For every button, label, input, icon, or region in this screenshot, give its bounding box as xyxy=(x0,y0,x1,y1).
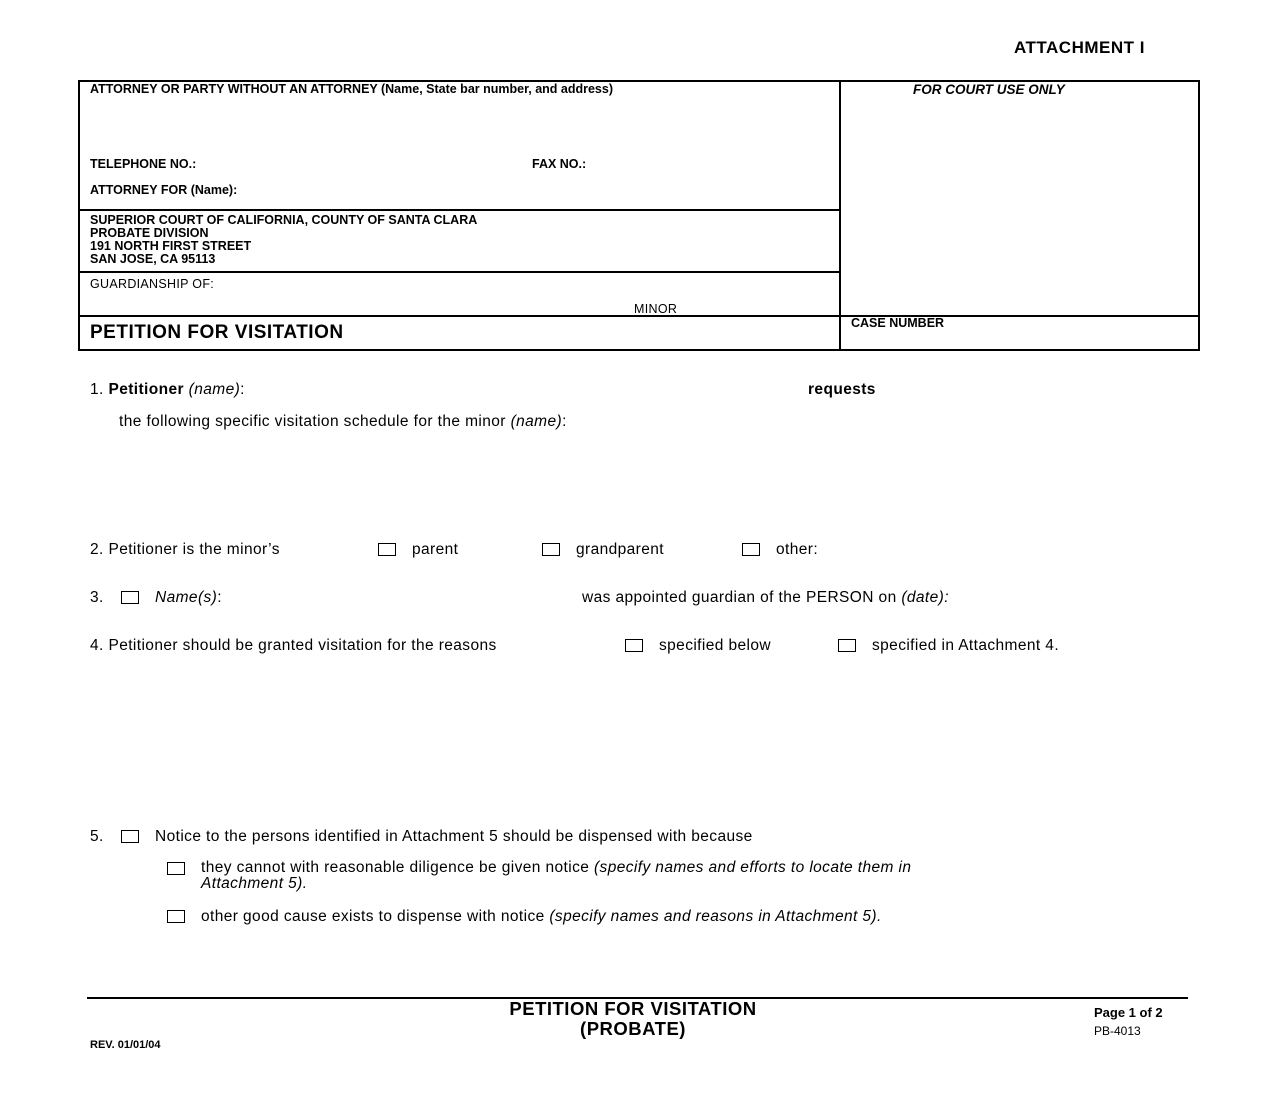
page-number: Page 1 of 2 xyxy=(1094,1005,1163,1020)
guardian-names-input[interactable] xyxy=(245,589,574,609)
item5-text: Notice to the persons identified in Attachment 5 should be dispensed with because xyxy=(155,828,753,845)
petitioner-name-input[interactable] xyxy=(300,381,799,401)
appointment-date-input[interactable] xyxy=(1056,589,1190,609)
item5b-text xyxy=(201,908,882,926)
attorney-label: ATTORNEY OR PARTY WITHOUT AN ATTORNEY (Name, State bar number, and address) xyxy=(90,82,613,96)
case-number-input[interactable] xyxy=(851,330,1195,350)
footer-title-line1: PETITION FOR VISITATION xyxy=(509,998,757,1019)
other-label: other: xyxy=(776,541,819,558)
item3-date-hint: (date): xyxy=(901,589,949,606)
dispense-notice-checkbox[interactable] xyxy=(121,830,139,843)
guardianship-input[interactable] xyxy=(252,274,836,294)
item1-line2-hint: (name) xyxy=(510,413,563,430)
item5a-label: they cannot with reasonable diligence be given notice xyxy=(201,859,590,876)
item2-label: Petitioner is the minor’s xyxy=(108,541,280,558)
court-address xyxy=(90,214,477,266)
item5-number: 5. xyxy=(90,828,104,845)
diligence-checkbox[interactable] xyxy=(167,862,185,875)
court-name: SUPERIOR COURT OF CALIFORNIA, COUNTY OF SANTA CLARA xyxy=(90,213,478,227)
minor-label: MINOR xyxy=(634,302,678,316)
item1-line2-colon: : xyxy=(562,413,567,430)
footer-title xyxy=(433,999,833,1039)
reasons-below-checkbox[interactable] xyxy=(625,639,643,652)
reasons-attachment-label: specified in Attachment 4. xyxy=(872,637,1060,654)
fax-label: FAX NO.: xyxy=(532,157,587,171)
item5a-hint-1: (specify names and efforts to locate them in xyxy=(594,859,912,876)
minor-name-input[interactable] xyxy=(692,413,1186,433)
item3-number: 3. xyxy=(90,589,104,606)
item3-names-hint: Name(s) xyxy=(155,589,218,606)
attorney-name-input[interactable] xyxy=(90,100,834,120)
court-street: 191 NORTH FIRST STREET xyxy=(90,239,252,253)
item4-number: 4. xyxy=(90,637,104,654)
reasons-attachment-checkbox[interactable] xyxy=(838,639,856,652)
item1-requests: requests xyxy=(808,381,876,398)
item5a-text xyxy=(201,860,911,892)
item2-text xyxy=(90,541,280,559)
item1-petitioner-label: Petitioner xyxy=(108,381,184,398)
item5b-hint: (specify names and reasons in Attachment 5). xyxy=(549,908,882,925)
attorney-for-label: ATTORNEY FOR (Name): xyxy=(90,183,238,197)
telephone-input[interactable] xyxy=(235,154,519,174)
revision-date: REV. 01/01/04 xyxy=(90,1039,161,1051)
court-section-divider xyxy=(78,271,840,273)
item4-text xyxy=(90,637,497,655)
item3-names xyxy=(155,589,222,607)
item1-name-hint: (name) xyxy=(188,381,241,398)
parent-label: parent xyxy=(412,541,459,558)
reasons-below-label: specified below xyxy=(659,637,771,654)
grandparent-label: grandparent xyxy=(576,541,664,558)
attorney-section-divider xyxy=(78,209,840,211)
court-use-label: FOR COURT USE ONLY xyxy=(913,82,1065,97)
other-relation-input[interactable] xyxy=(836,541,1180,561)
court-division: PROBATE DIVISION xyxy=(90,226,209,240)
item1-line1 xyxy=(90,381,245,399)
case-number-label: CASE NUMBER xyxy=(851,316,945,330)
item1-line2-text: the following specific visitation schedule for the minor xyxy=(119,413,506,430)
item1-colon: : xyxy=(240,381,245,398)
fax-input[interactable] xyxy=(610,154,834,174)
footer-title-line2: (PROBATE) xyxy=(580,1018,686,1039)
telephone-label: TELEPHONE NO.: xyxy=(90,157,197,171)
good-cause-checkbox[interactable] xyxy=(167,910,185,923)
guardian-appointed-checkbox[interactable] xyxy=(121,591,139,604)
item5b-label: other good cause exists to dispense with notice xyxy=(201,908,545,925)
attachment-label: ATTACHMENT I xyxy=(1014,38,1145,57)
attorney-for-input[interactable] xyxy=(292,180,836,200)
item5a-hint-2: Attachment 5). xyxy=(201,875,308,892)
guardianship-label: GUARDIANSHIP OF: xyxy=(90,277,215,291)
item3-appointed xyxy=(582,589,949,607)
court-city: SAN JOSE, CA 95113 xyxy=(90,252,216,266)
item3-appointed-text: was appointed guardian of the PERSON on xyxy=(582,589,897,606)
caption-divider xyxy=(839,80,841,351)
form-title: PETITION FOR VISITATION xyxy=(90,322,344,343)
form-number: PB-4013 xyxy=(1094,1024,1141,1038)
grandparent-checkbox[interactable] xyxy=(542,543,560,556)
item2-number: 2. xyxy=(90,541,104,558)
item3-colon: : xyxy=(217,589,222,606)
item1-line2 xyxy=(119,413,567,431)
parent-checkbox[interactable] xyxy=(378,543,396,556)
item4-label: Petitioner should be granted visitation for the reasons xyxy=(108,637,497,654)
other-checkbox[interactable] xyxy=(742,543,760,556)
item1-number: 1. xyxy=(90,381,104,398)
